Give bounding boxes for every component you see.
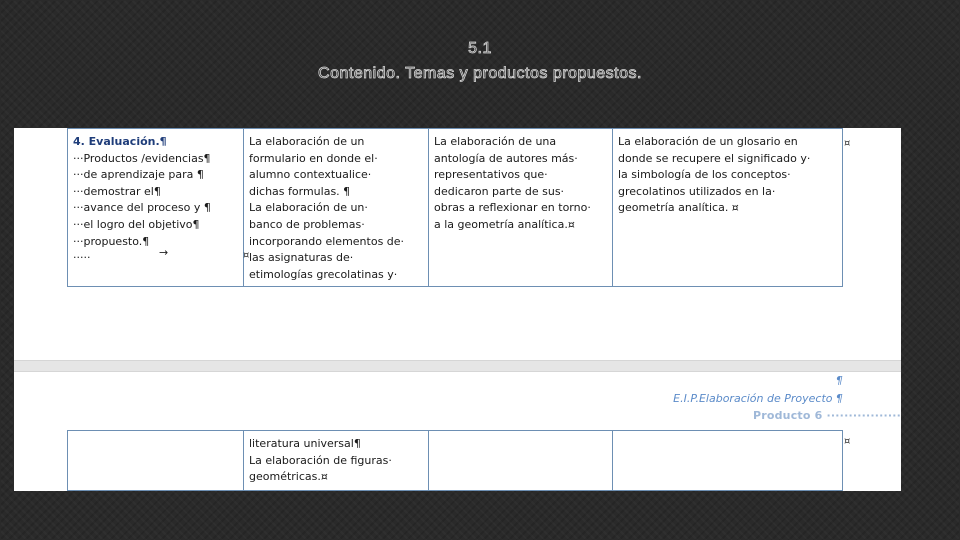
tab-arrow-icon: → — [159, 246, 169, 259]
cell-line: La elaboración de figuras· — [249, 453, 392, 467]
cell-line: donde se recupere el significado y· — [618, 151, 811, 165]
cell-line: ···avance del proceso y ¶ — [73, 201, 211, 215]
cell-line: La elaboración de una — [434, 135, 557, 148]
cell-line: La elaboración de un — [249, 135, 365, 148]
cell-line: representativos que· — [434, 168, 548, 182]
footer-product: Producto 6 ················· — [752, 409, 901, 422]
table-cell-product-1-cont — [244, 431, 429, 491]
cell-line: antología de autores más· — [434, 151, 578, 165]
table-cell-empty — [613, 431, 843, 491]
cell-line: ···propuesto.¶ — [73, 234, 150, 248]
cell-line: geométricas.¤ — [249, 470, 328, 484]
continuation-table — [67, 430, 843, 491]
evaluation-table — [67, 128, 843, 287]
cell-line: obras a reflexionar en torno· — [434, 201, 591, 215]
footer-project: E.I.P.Elaboración de Proyecto ¶ — [673, 392, 843, 405]
cell-line: ···demostrar el¶ — [73, 184, 161, 198]
cell-line: geometría analítica. ¤ — [618, 201, 739, 215]
cell-line: banco de problemas· — [249, 217, 365, 231]
table-cell-evaluation — [68, 129, 244, 287]
slide-title: Contenido. Temas y productos propuestos. — [318, 65, 642, 82]
table-cell-product-3 — [613, 129, 843, 287]
cell-line: ····· — [73, 251, 91, 265]
cell-line: etimologías grecolatinas y· — [249, 267, 398, 281]
table-row — [68, 129, 843, 287]
slide-title-number: 5.1 — [468, 40, 492, 57]
table-row — [68, 431, 843, 491]
cell-line: las asignaturas de· — [249, 251, 354, 265]
cell-line: ···de aprendizaje para ¶ — [73, 168, 204, 182]
cell-line: 4. Evaluación.¶ — [73, 135, 167, 148]
cell-line: a la geometría analítica.¤ — [434, 217, 575, 231]
cell-line: ···el logro del objetivo¶ — [73, 217, 200, 231]
cell-line: La elaboración de un glosario en — [618, 135, 798, 148]
table-cell-product-1 — [244, 129, 429, 287]
cell-line: la simbología de los conceptos· — [618, 168, 791, 182]
cell-line: La elaboración de un· — [249, 201, 368, 215]
table-cell-empty — [429, 431, 613, 491]
row-end-mark: ¤ — [844, 436, 851, 447]
cell-line: literatura universal¶ — [249, 437, 361, 450]
cell-line: dichas formulas. ¶ — [249, 184, 351, 198]
document-page — [14, 128, 901, 491]
cell-end-mark: ¤ — [243, 250, 250, 261]
footer-pilcrow: ¶ — [836, 374, 843, 387]
table-cell-product-2 — [429, 129, 613, 287]
page-break-gap — [14, 360, 901, 372]
table-cell-empty — [68, 431, 244, 491]
cell-line: incorporando elementos de· — [249, 234, 405, 248]
cell-line: formulario en donde el· — [249, 151, 378, 165]
cell-line: grecolatinos utilizados en la· — [618, 184, 776, 198]
row-end-mark: ¤ — [844, 138, 851, 149]
cell-line: ···Productos /evidencias¶ — [73, 151, 211, 165]
cell-line: alumno contextualice· — [249, 168, 372, 182]
cell-line: dedicaron parte de sus· — [434, 184, 565, 198]
